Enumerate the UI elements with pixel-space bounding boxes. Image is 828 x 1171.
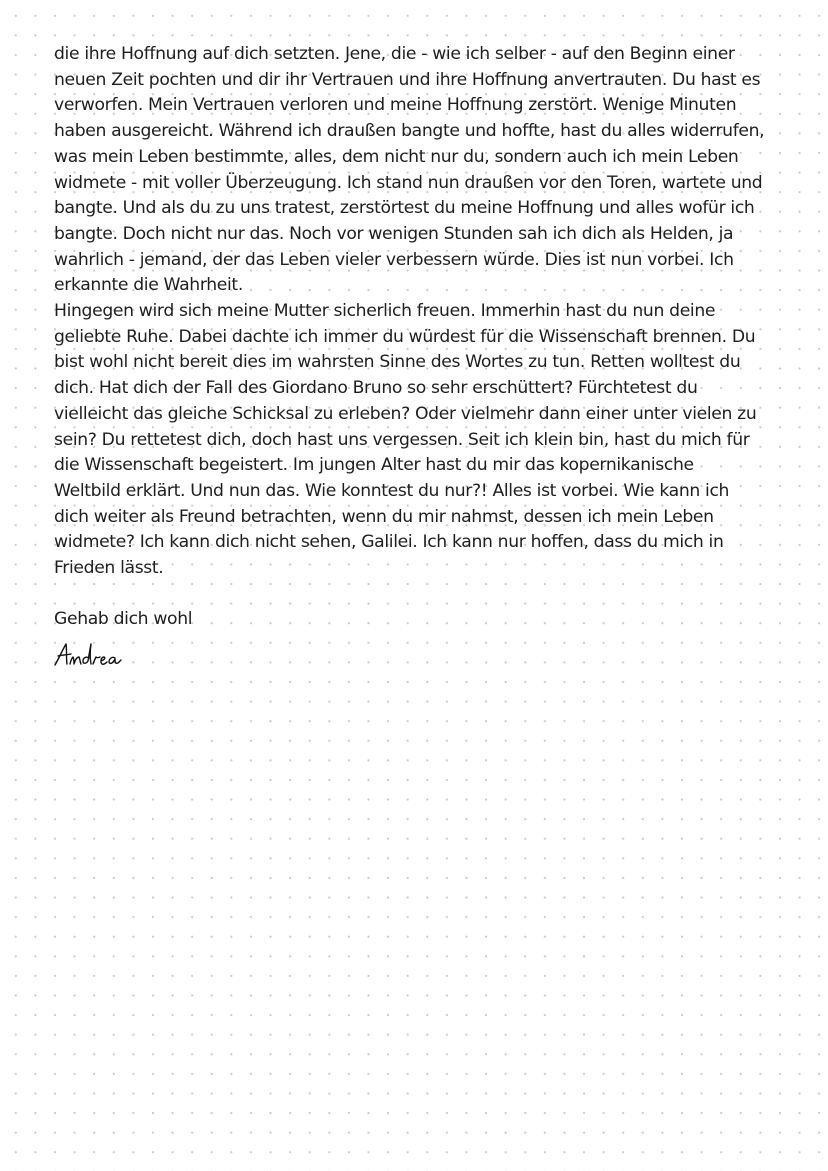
text-line: sein? Du rettetest dich, doch hast uns vergessen. Seit ich klein bin, hast du mich für — [54, 429, 750, 450]
text-line: vielleicht das gleiche Schicksal zu erleben? Oder vielmehr dann einer unter vielen zu — [54, 403, 757, 424]
text-line: widmete - mit voller Überzeugung. Ich stand nun draußen vor den Toren, wartete und — [54, 172, 763, 193]
closing-line: Gehab dich wohl — [54, 609, 193, 630]
text-line: widmete? Ich kann dich nicht sehen, Galilei. Ich kann nur hoffen, dass du mich in — [54, 532, 724, 553]
text-line: die Wissenschaft begeistert. Im jungen Alter hast du mir das kopernikanische — [54, 455, 694, 476]
paragraph-2 — [54, 299, 778, 582]
text-line: erkannte die Wahrheit. — [54, 275, 243, 296]
text-line: was mein Leben bestimmte, alles, dem nicht nur du, sondern auch ich mein Leben — [54, 146, 739, 167]
text-line: bangte. Doch nicht nur das. Noch vor wenigen Stunden sah ich dich als Helden, ja — [54, 223, 734, 244]
text-line: wahrlich - jemand, der das Leben vieler verbessern würde. Dies ist nun vorbei. Ich — [54, 249, 734, 270]
text-line: dich. Hat dich der Fall des Giordano Bruno so sehr erschüttert? Fürchtetest du — [54, 378, 698, 399]
text-line: bangte. Und als du zu uns tratest, zerstörtest du meine Hoffnung und alles wofür ich — [54, 198, 755, 219]
text-line: haben ausgereicht. Während ich draußen bangte und hoffte, hast du alles widerrufen, — [54, 121, 765, 142]
text-line: bist wohl nicht bereit dies im wahrsten Sinne des Wortes zu tun. Retten wolltest du — [54, 352, 741, 373]
paragraph-gap — [54, 582, 778, 608]
text-line: die ihre Hoffnung auf dich setzten. Jene, die - wie ich selber - auf den Beginn einer — [54, 44, 735, 64]
text-line: verworfen. Mein Vertrauen verloren und meine Hoffnung zerstört. Wenige Minuten — [54, 95, 737, 116]
text-line: neuen Zeit pochten und dir ihr Vertrauen und ihre Hoffnung anvertrauten. Du hast es — [54, 69, 761, 90]
signature — [52, 638, 132, 674]
paragraph-1 — [54, 42, 778, 299]
text-line: Weltbild erklärt. Und nun das. Wie konntest du nur?! Alles ist vorbei. Wie kann ich — [54, 480, 730, 501]
text-line: Hingegen wird sich meine Mutter sicherlich freuen. Immerhin hast du nun deine — [54, 301, 716, 322]
text-line: dich weiter als Freund betrachten, wenn du mir nahmst, dessen ich mein Leben — [54, 506, 714, 527]
text-line: geliebte Ruhe. Dabei dachte ich immer du würdest für die Wissenschaft brennen. Du — [54, 326, 756, 347]
text-line: Frieden lässt. — [54, 558, 164, 579]
letter-body — [54, 42, 778, 633]
